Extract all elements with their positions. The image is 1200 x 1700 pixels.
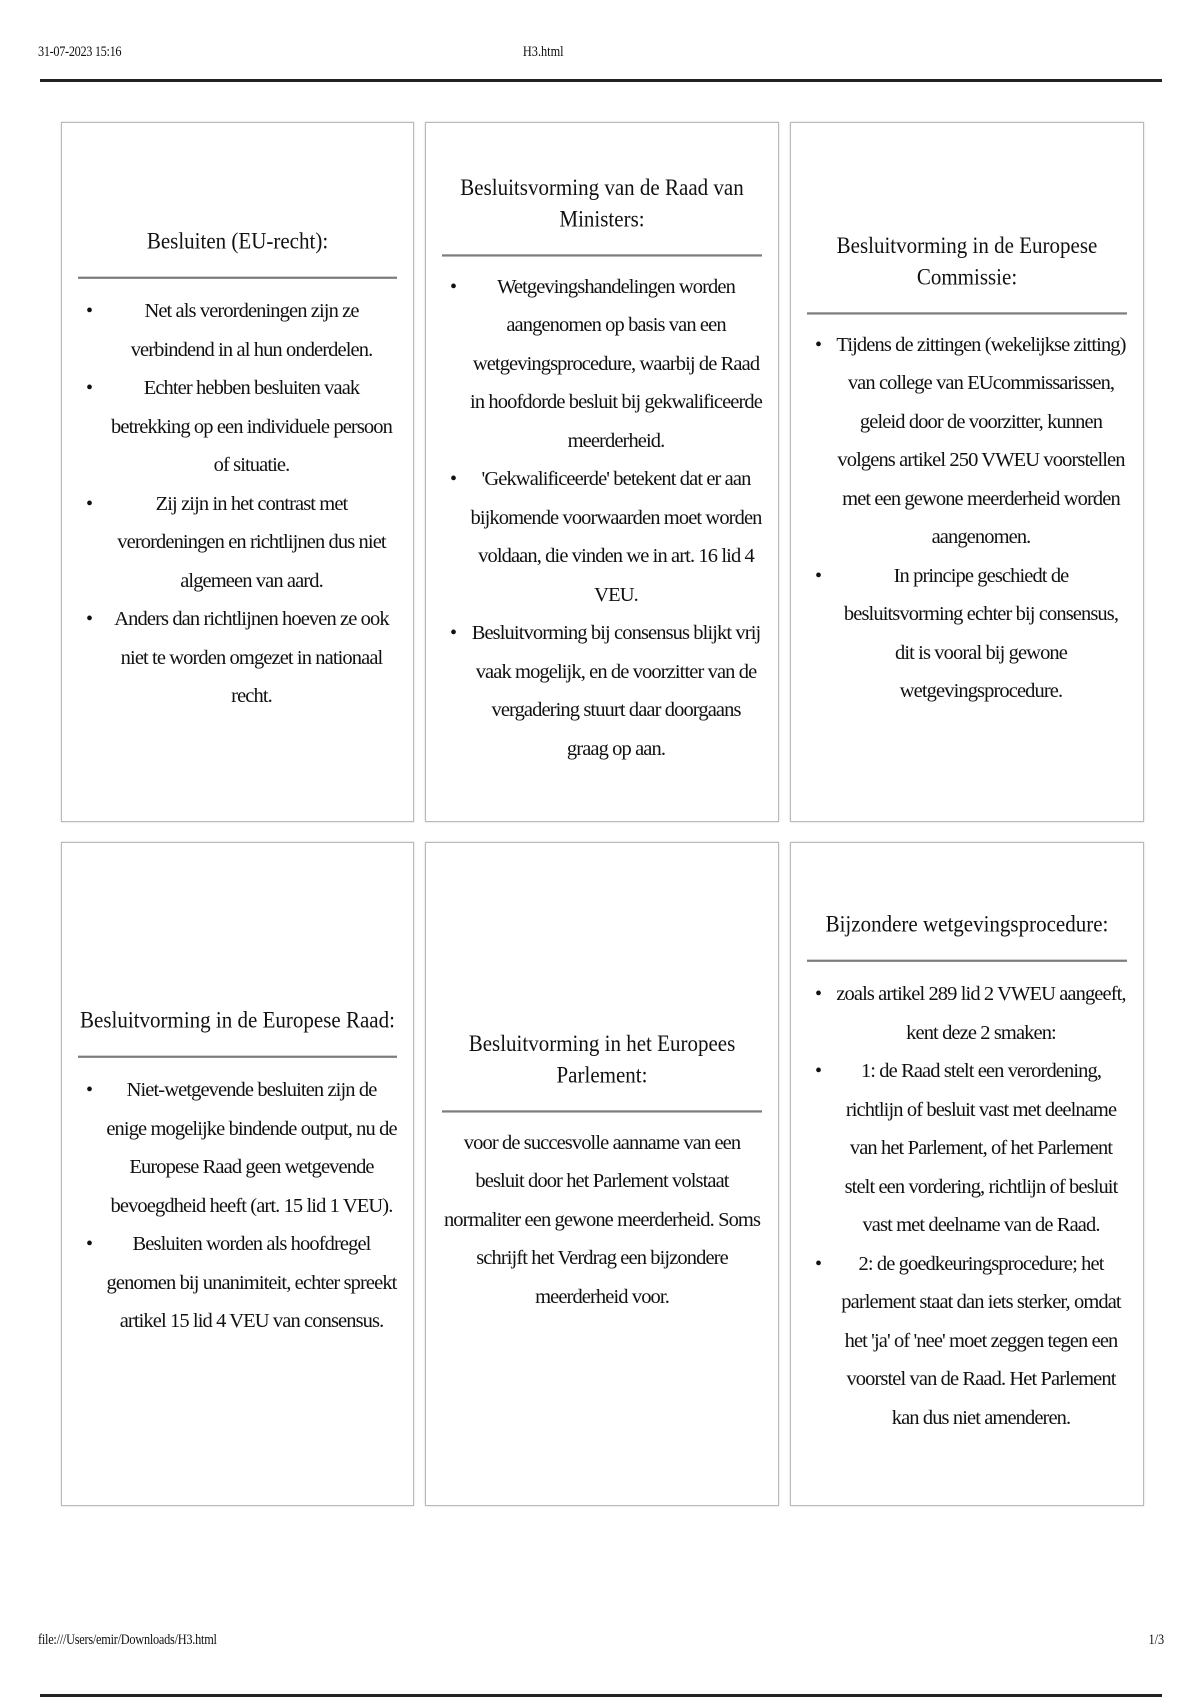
list-item: • zoals artikel 289 lid 2 VWEU aangeeft, kent deze 2 smaken: <box>835 975 1127 1052</box>
list-item: • Besluiten worden als hoofdregel genomen bij unanimiteit, echter spreekt artikel 15 lid 4 VEU van consensus. <box>106 1225 397 1341</box>
list-item: • Tijdens de zittingen (wekelijkse zitting) van college van EUcommissarissen, geleid door de voorzitter, kunnen volgens artikel 250 VWEU voorstellen met een gewone meerderheid worden aangenomen. <box>835 326 1127 557</box>
bullet-list <box>78 1071 397 1341</box>
card-title: Bijzondere wetgevingsprocedure: <box>807 908 1127 962</box>
list-item: • 'Gekwalificeerde' betekent dat er aan bijkomende voorwaarden moet worden voldaan, die vinden we in art. 16 lid 4 VEU. <box>470 460 762 614</box>
header-divider <box>40 79 1162 82</box>
list-item: • Wetgevingshandelingen worden aangenomen op basis van een wetgevingsprocedure, waarbij de Raad in hoofdorde besluit bij gekwalificeerde meerderheid. <box>470 268 762 461</box>
page-number: 1/3 <box>1148 1632 1164 1648</box>
list-item: • Niet-wetgevende besluiten zijn de enige mogelijke bindende output, nu de Europese Raad geen wetgevende bevoegdheid heeft (art. 15 lid 1 VEU). <box>106 1071 397 1225</box>
card-title: Besluitvorming in de Europese Raad: <box>78 1004 397 1058</box>
list-item: • Echter hebben besluiten vaak betrekking op een individuele persoon of situatie. <box>106 369 397 485</box>
list-item: • Besluitvorming bij consensus blijkt vrij vaak mogelijk, en de voorzitter van de vergadering stuurt daar doorgaans graag op aan. <box>470 614 762 768</box>
card-title: Besluitvorming in het Europees Parlement: <box>442 1027 762 1112</box>
list-item: • Net als verordeningen zijn ze verbindend in al hun onderdelen. <box>106 292 397 369</box>
card-raad-van-ministers <box>425 122 779 822</box>
list-item: • 2: de goedkeuringsprocedure; het parlement staat dan iets sterker, omdat het 'ja' of 'nee' moet zeggen tegen een voorstel van de Raad. Het Parlement kan dus niet amenderen. <box>835 1245 1127 1438</box>
bullet-list <box>807 326 1127 711</box>
card-title: Besluitvorming in de Europese Commissie: <box>807 229 1127 314</box>
bullet-list <box>807 975 1127 1437</box>
card-bijzondere-wetgevingsprocedure <box>790 842 1144 1506</box>
bullet-list <box>442 268 762 769</box>
card-title: Besluiten (EU-recht): <box>78 225 397 279</box>
print-title: H3.html <box>522 44 564 60</box>
footer-divider <box>40 1694 1162 1697</box>
card-europese-commissie <box>790 122 1144 822</box>
card-besluiten <box>61 122 414 822</box>
card-europees-parlement <box>425 842 779 1506</box>
card-europese-raad <box>61 842 414 1506</box>
list-item: • Zij zijn in het contrast met verordeningen en richtlijnen dus niet algemeen van aard. <box>106 485 397 601</box>
list-item: • Anders dan richtlijnen hoeven ze ook niet te worden omgezet in nationaal recht. <box>106 600 397 716</box>
file-path: file:///Users/emir/Downloads/H3.html <box>38 1632 217 1648</box>
list-item: • 1: de Raad stelt een verordening, richtlijn of besluit vast met deelname van het Parlement, of het Parlement stelt een vordering, richtlijn of besluit vast met deelname van de Raad. <box>835 1052 1127 1245</box>
card-text: voor de succesvolle aanname van een besluit door het Parlement volstaat normaliter een gewone meerderheid. Soms schrijft het Verdrag een bijzondere meerderheid voor. <box>443 1131 761 1308</box>
list-item: • In principe geschiedt de besluitsvorming echter bij consensus, dit is vooral bij gewone wetgevingsprocedure. <box>835 557 1127 711</box>
print-date: 31-07-2023 15:16 <box>38 44 122 60</box>
bullet-list <box>78 292 397 716</box>
card-title: Besluitsvorming van de Raad van Ministers: <box>442 171 762 256</box>
